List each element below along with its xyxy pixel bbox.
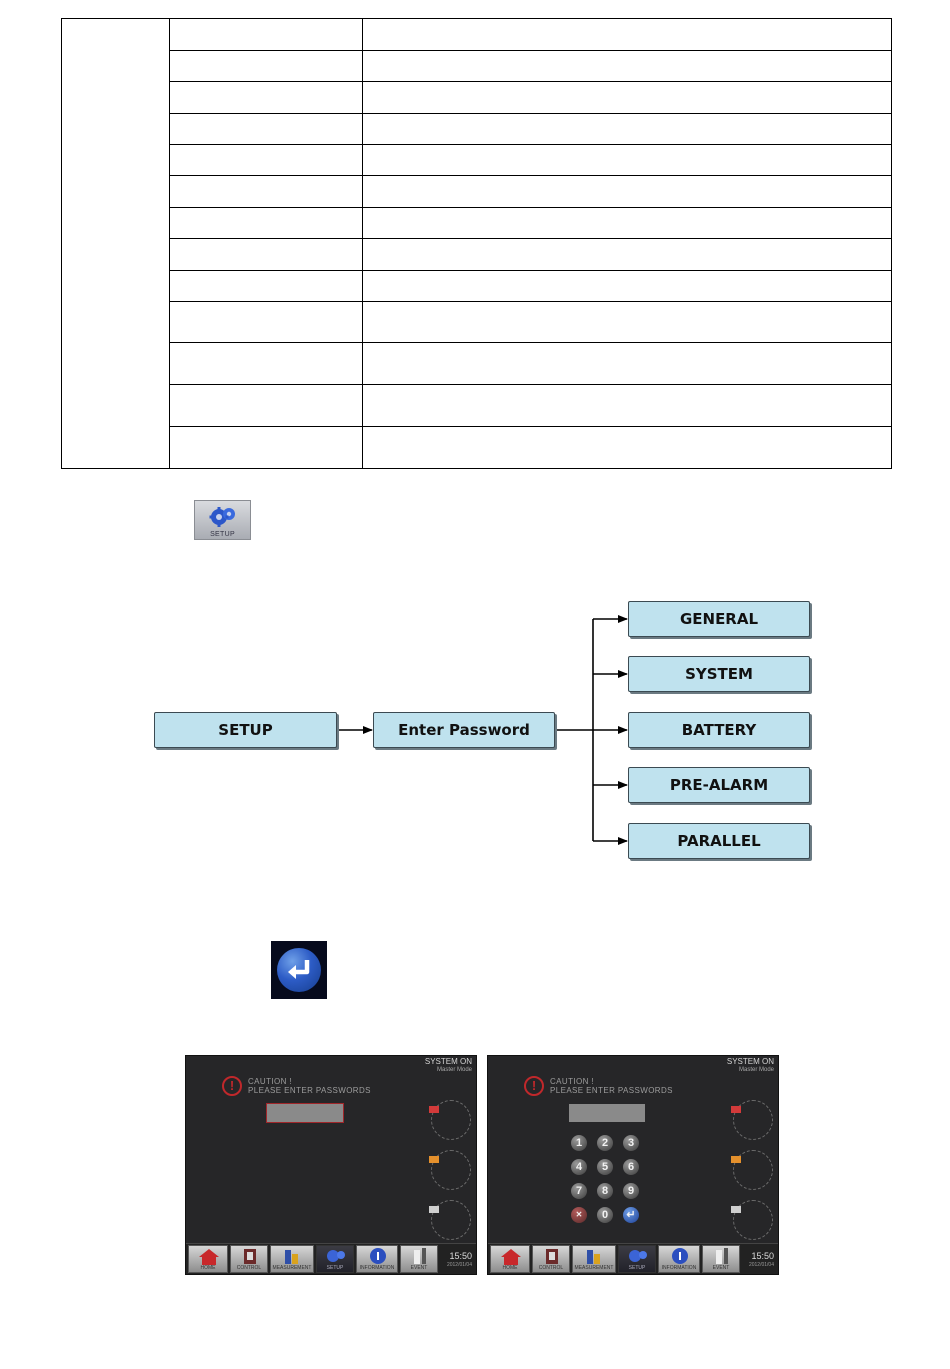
node-pre-alarm: PRE-ALARM bbox=[628, 767, 810, 803]
table-row-line bbox=[170, 270, 891, 271]
keypad-key-7[interactable]: 7 bbox=[571, 1183, 587, 1199]
node-setup: SETUP bbox=[154, 712, 337, 748]
node-battery: BATTERY bbox=[628, 712, 810, 748]
toolbar-setup[interactable]: SETUP bbox=[618, 1245, 656, 1273]
table-row-line bbox=[170, 384, 891, 385]
info-icon bbox=[357, 1246, 399, 1266]
home-icon bbox=[491, 1246, 531, 1266]
toolbar-control[interactable]: CONTROL bbox=[230, 1245, 268, 1273]
spec-table bbox=[61, 18, 892, 469]
keypad-key-3[interactable]: 3 bbox=[623, 1135, 639, 1151]
keypad-key-8[interactable]: 8 bbox=[597, 1183, 613, 1199]
table-column-1 bbox=[62, 19, 170, 468]
setup-button-image bbox=[194, 500, 251, 540]
home-icon bbox=[189, 1246, 229, 1266]
toolbar-control[interactable]: CONTROL bbox=[532, 1245, 570, 1273]
gear-icon bbox=[619, 1246, 657, 1266]
table-column-2 bbox=[170, 19, 363, 468]
keypad-delete-key[interactable]: ✕ bbox=[571, 1207, 587, 1223]
bottom-toolbar bbox=[186, 1243, 476, 1274]
keypad-key-0[interactable]: 0 bbox=[597, 1207, 613, 1223]
keypad-key-4[interactable]: 4 bbox=[571, 1159, 587, 1175]
table-row-line bbox=[170, 301, 891, 302]
password-input[interactable] bbox=[569, 1104, 645, 1122]
toolbar-home[interactable]: HOME bbox=[490, 1245, 530, 1273]
flag-icon bbox=[429, 1206, 439, 1213]
table-row-line bbox=[170, 144, 891, 145]
warning-icon: ! bbox=[222, 1076, 242, 1096]
keypad-key-9[interactable]: 9 bbox=[623, 1183, 639, 1199]
event-icon bbox=[703, 1246, 741, 1266]
table-row-line bbox=[170, 342, 891, 343]
toolbar-information[interactable]: INFORMATION bbox=[658, 1245, 700, 1273]
screen-password-keypad bbox=[487, 1055, 779, 1275]
setup-icon-label: SETUP bbox=[210, 531, 235, 538]
info-icon bbox=[659, 1246, 701, 1266]
flag-icon bbox=[429, 1106, 439, 1113]
gear-icon bbox=[209, 505, 237, 529]
password-input[interactable] bbox=[266, 1103, 344, 1123]
node-parallel: PARALLEL bbox=[628, 823, 810, 859]
keypad-key-5[interactable]: 5 bbox=[597, 1159, 613, 1175]
table-row-line bbox=[170, 50, 891, 51]
control-icon bbox=[533, 1246, 571, 1266]
control-icon bbox=[231, 1246, 269, 1266]
toolbar-measurement[interactable]: MEASUREMENT bbox=[572, 1245, 616, 1273]
event-icon bbox=[401, 1246, 439, 1266]
toolbar-event[interactable]: EVENT bbox=[702, 1245, 740, 1273]
system-status: SYSTEM ON Master Mode bbox=[726, 1057, 774, 1073]
gauge-panel bbox=[419, 1100, 473, 1246]
node-enter-password: Enter Password bbox=[373, 712, 555, 748]
toolbar-home[interactable]: HOME bbox=[188, 1245, 228, 1273]
clock: 15:50 2012/01/04 bbox=[446, 1251, 472, 1268]
flag-icon bbox=[429, 1156, 439, 1163]
system-status: SYSTEM ON Master Mode bbox=[424, 1057, 472, 1073]
flag-icon bbox=[731, 1106, 741, 1113]
enter-arrow-icon bbox=[277, 948, 321, 992]
table-row-line bbox=[170, 238, 891, 239]
node-system: SYSTEM bbox=[628, 656, 810, 692]
warning-icon: ! bbox=[524, 1076, 544, 1096]
gear-icon bbox=[317, 1246, 355, 1266]
table-row-line bbox=[170, 81, 891, 82]
toolbar-setup[interactable]: SETUP bbox=[316, 1245, 354, 1273]
table-row-line bbox=[170, 207, 891, 208]
keypad-key-2[interactable]: 2 bbox=[597, 1135, 613, 1151]
keypad-enter-key[interactable]: ↵ bbox=[623, 1207, 639, 1223]
table-row-line bbox=[170, 426, 891, 427]
toolbar-event[interactable]: EVENT bbox=[400, 1245, 438, 1273]
keypad-key-1[interactable]: 1 bbox=[571, 1135, 587, 1151]
table-row-line bbox=[170, 113, 891, 114]
caution-message: CAUTION ! PLEASE ENTER PASSWORDS bbox=[248, 1077, 371, 1095]
bottom-toolbar bbox=[488, 1243, 778, 1274]
node-general: GENERAL bbox=[628, 601, 810, 637]
table-row-line bbox=[170, 175, 891, 176]
toolbar-measurement[interactable]: MEASUREMENT bbox=[270, 1245, 314, 1273]
caution-message: CAUTION ! PLEASE ENTER PASSWORDS bbox=[550, 1077, 673, 1095]
measurement-icon bbox=[271, 1246, 315, 1266]
enter-button-image bbox=[271, 941, 327, 999]
measurement-icon bbox=[573, 1246, 617, 1266]
screen-password-entry bbox=[185, 1055, 477, 1275]
toolbar-information[interactable]: INFORMATION bbox=[356, 1245, 398, 1273]
gauge-panel bbox=[721, 1100, 775, 1246]
flag-icon bbox=[731, 1156, 741, 1163]
keypad-key-6[interactable]: 6 bbox=[623, 1159, 639, 1175]
flag-icon bbox=[731, 1206, 741, 1213]
clock: 15:50 2012/01/04 bbox=[748, 1251, 774, 1268]
